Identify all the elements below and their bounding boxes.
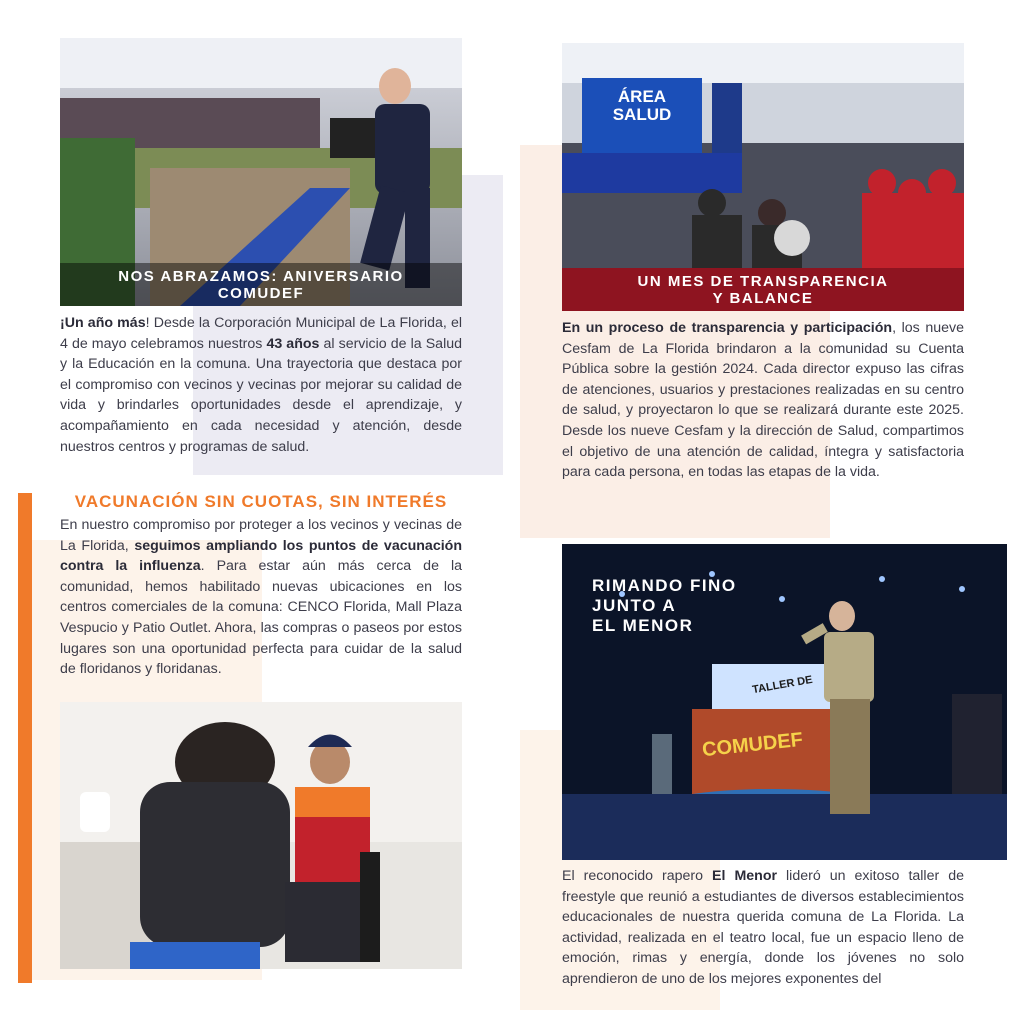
anniversary-caption-line2: COMUDEF [217, 285, 305, 302]
rap-caption-line2: JUNTO A [592, 596, 677, 615]
transparency-photo-illustration [562, 43, 964, 311]
anniversary-lead: ¡Un año más [60, 315, 146, 331]
anniversary-caption [60, 268, 462, 302]
rap-caption-line3: EL MENOR [592, 616, 694, 635]
vaccination-paragraph [60, 515, 462, 680]
vaccination-photo [60, 702, 462, 969]
orange-accent-bar [18, 493, 32, 983]
graffiti-wall-text: COMUDEF [701, 728, 804, 762]
anniversary-text-2: al servicio de la Salud y la Educación en la comuna. Una trayectoria que destaca por el compromiso con vecinos y vecinas por mejorar su calidad de vida y brindarles oportunidades desde el aprendizaje, y acompañamiento en cada necesidad y atención, desde nuestros centros y programas de salud. [60, 335, 462, 455]
anniversary-years: 43 años [266, 335, 320, 352]
rap-workshop-paragraph [562, 866, 964, 990]
anniversary-photo-illustration [60, 38, 462, 306]
vaccination-bold: seguimos ampliando los puntos de vacunación contra la influenza [60, 537, 462, 575]
vaccination-photo-illustration [60, 702, 462, 969]
anniversary-caption-line1: NOS ABRAZAMOS: ANIVERSARIO [118, 268, 404, 285]
transparency-caption-line2: Y BALANCE [712, 290, 814, 307]
anniversary-text-1: ! Desde la Corporación Municipal de La Florida, el 4 de mayo celebramos nuestros [60, 315, 463, 352]
vaccination-text-2: . Para estar aún más cerca de la comunidad, hemos habilitado nuevas ubicaciones en los centros comerciales de la comuna: CENCO Florida, Mall Plaza Vespucio y Patio Outlet. Ahora, las compras o paseos por estos lugares son una oportunidad perfecta para cuidar de la salud de floridanos y floridanas. [60, 558, 462, 678]
transparency-lead: En un proceso de transparencia y participación [562, 320, 893, 336]
area-salud-line2: SALUD [612, 105, 672, 124]
transparency-photo [562, 43, 964, 311]
anniversary-paragraph [60, 313, 462, 457]
rap-workshop-photo [562, 544, 1007, 860]
rap-text-2: lideró un exitoso taller de freestyle que reunió a estudiantes de diversos establecimientos educacionales de nuestra querida comuna de La Florida. La actividad, realizada en el teatro local, fue un espacio lleno de emoción, rimas y energía, donde los jóvenes no solo aprendieron de uno de los mejores exponentes del [562, 868, 964, 987]
stage-screen-text: TALLER DE [751, 673, 814, 697]
rap-bold-1: El Menor [712, 868, 778, 884]
vaccination-heading: VACUNACIÓN SIN CUOTAS, SIN INTERÉS [74, 492, 448, 511]
area-salud-line1: ÁREA [617, 87, 667, 106]
transparency-paragraph [562, 318, 964, 483]
transparency-text: , los nueve Cesfam de La Florida brindaron a la comunidad su Cuenta Pública sobre la gestión 2024. Cada director expuso las cifras de atenciones, usuarios y prestaciones realizadas en su centro de salud, y proyectaron lo que se realizará durante este 2025. Desde los nueve Cesfam y la dirección de Salud, compartimos el objetivo de una atención de calidad, íntegra y satisfactoria para cada persona, en todas las etapas de la vida. [562, 320, 964, 481]
rap-caption-line1: RIMANDO FINO [592, 576, 737, 595]
rap-text-1: El reconocido rapero [562, 868, 713, 884]
transparency-caption [562, 273, 964, 307]
rap-workshop-caption [592, 576, 737, 636]
area-salud-banner [602, 88, 682, 124]
anniversary-photo [60, 38, 462, 306]
transparency-caption-line1: UN MES DE TRANSPARENCIA [637, 273, 889, 290]
vaccination-text-1: En nuestro compromiso por proteger a los vecinos y vecinas de La Florida, [60, 517, 462, 554]
